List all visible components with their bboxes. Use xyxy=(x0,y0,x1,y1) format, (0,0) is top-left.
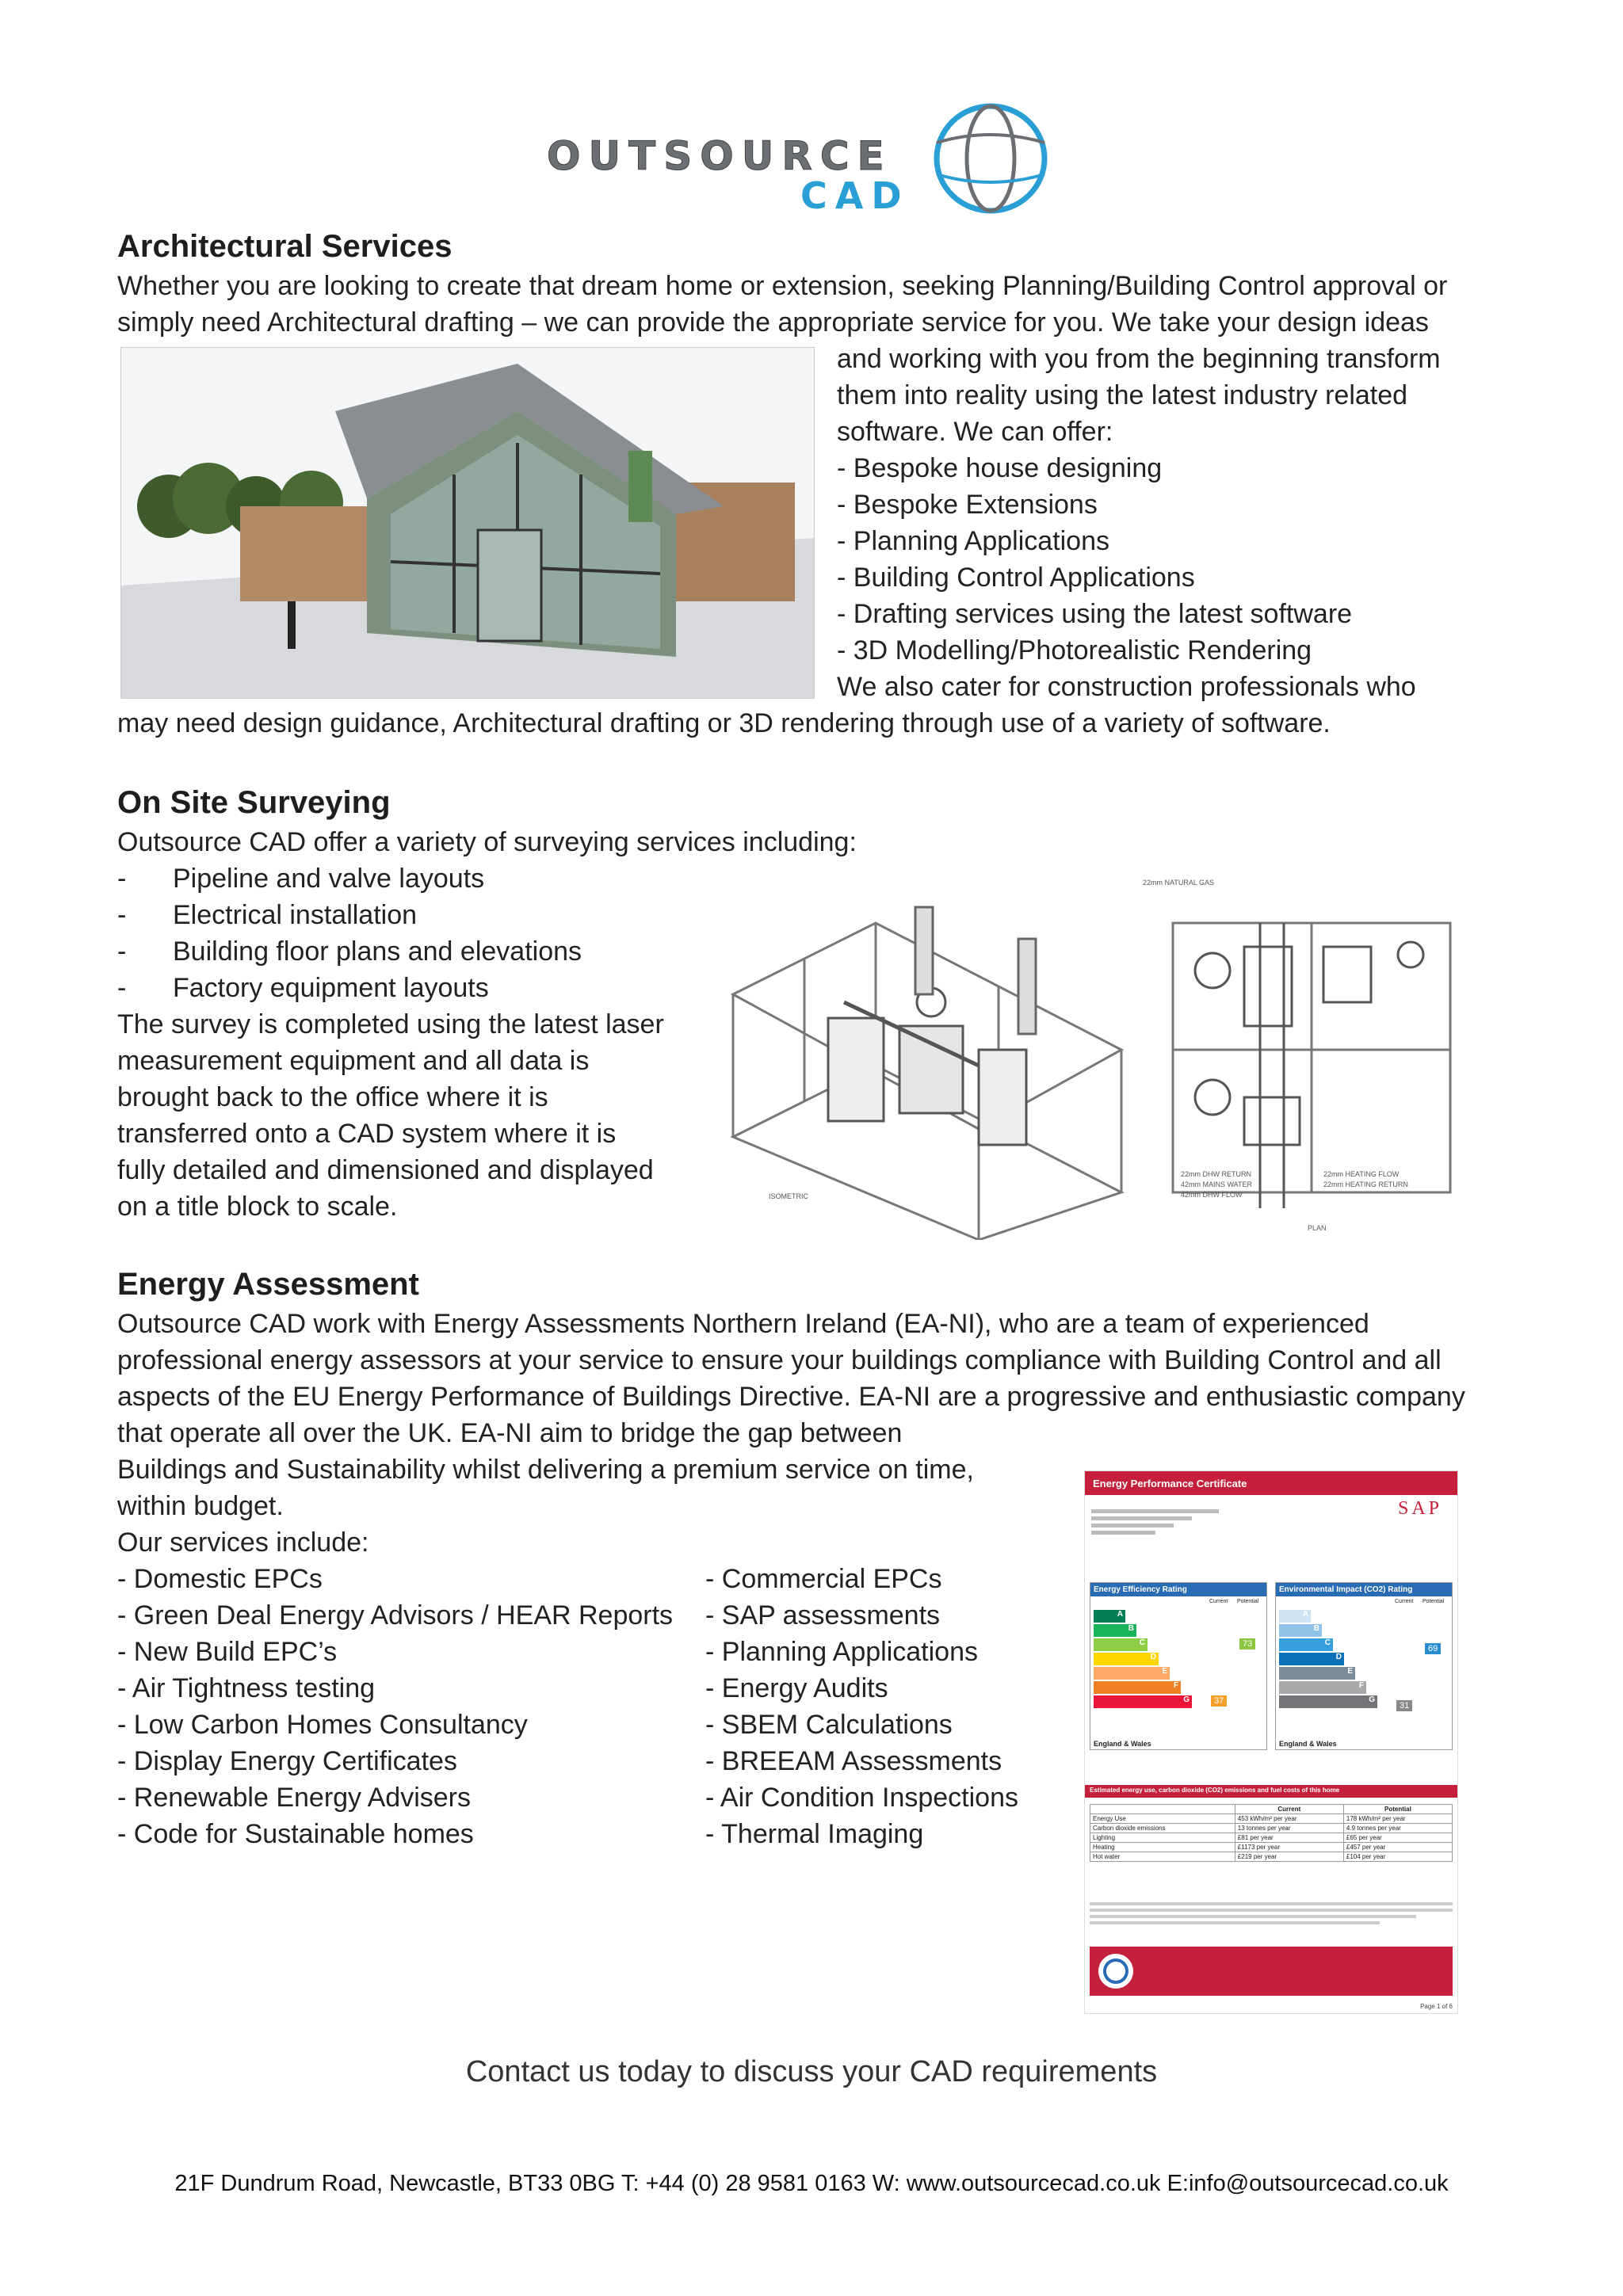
plan-note-mains-water: 42mm MAINS WATER xyxy=(1181,1180,1253,1188)
epc-cost-cell: £219 per year xyxy=(1235,1852,1343,1862)
epc-cost-cell: Carbon dioxide emissions xyxy=(1090,1824,1235,1833)
survey-dash-2: - xyxy=(117,900,127,930)
survey-dash-4: - xyxy=(117,973,127,1003)
service-left-1: - Domestic EPCs xyxy=(117,1564,323,1594)
survey-item-4: Factory equipment layouts xyxy=(173,973,489,1003)
epc-notes-block xyxy=(1090,1899,1453,1928)
service-left-4: - Air Tightness testing xyxy=(117,1673,376,1703)
epc-eff-current-value: 37 xyxy=(1211,1695,1227,1707)
survey-item-2: Electrical installation xyxy=(173,900,418,930)
logo xyxy=(547,95,1070,222)
epc-cost-cell: Heating xyxy=(1090,1843,1235,1852)
epc-env-band-d: D xyxy=(1279,1653,1344,1665)
epc-env-band-e: E xyxy=(1279,1667,1355,1680)
epc-eff-band-b: B xyxy=(1094,1624,1136,1637)
energy-line-7: Our services include: xyxy=(117,1527,369,1558)
epc-certificate-image xyxy=(1084,1470,1458,2014)
survey-dash-1: - xyxy=(117,864,127,894)
epc-eff-band-e: E xyxy=(1094,1667,1170,1680)
logo-text-cad: CAD xyxy=(800,174,910,217)
epc-env-bands xyxy=(1279,1610,1377,1710)
epc-env-title: Environmental Impact (CO2) Rating xyxy=(1276,1583,1452,1596)
epc-env-band-a: A xyxy=(1279,1610,1311,1623)
plan-note-dhw-return: 22mm DHW RETURN xyxy=(1181,1170,1251,1178)
epc-env-band-g: G xyxy=(1279,1695,1377,1708)
plan-note-gas: 22mm NATURAL GAS xyxy=(1143,879,1215,887)
epc-eff-band-g: G xyxy=(1094,1695,1192,1708)
energy-line-4: that operate all over the UK. EA-NI aim to bridge the gap between xyxy=(117,1418,903,1448)
plan-label: PLAN xyxy=(1308,1224,1327,1232)
epc-env-band-b: B xyxy=(1279,1624,1322,1637)
survey-body-2: measurement equipment and all data is xyxy=(117,1046,590,1076)
epc-cost-cell: £65 per year xyxy=(1343,1833,1452,1843)
energy-line-3: aspects of the EU Energy Performance of Buildings Directive. EA-NI are a progressive and enthusiastic company xyxy=(117,1382,1465,1412)
epc-env-region: England & Wales xyxy=(1279,1740,1337,1748)
service-right-1: - Commercial EPCs xyxy=(705,1564,942,1594)
service-left-6: - Display Energy Certificates xyxy=(117,1746,457,1776)
epc-table-current-header: Current xyxy=(1235,1805,1343,1814)
arch-line-5: software. We can offer: xyxy=(837,417,1113,447)
service-right-3: - Planning Applications xyxy=(705,1637,979,1667)
footer-contact-details: 21F Dundrum Road, Newcastle, BT33 0BG T: +44 (0) 28 9581 0163 W: www.outsourcecad.co.uk E:info@outsourcecad.co.uk xyxy=(174,2171,1449,2196)
heading-architectural-services: Architectural Services xyxy=(117,229,453,264)
energy-saving-recommended-icon xyxy=(1096,1951,1136,1991)
epc-efficiency-panel xyxy=(1090,1582,1267,1750)
arch-line-1: Whether you are looking to create that dream home or extension, seeking Planning/Building Control approval or xyxy=(117,271,1448,301)
service-right-8: - Thermal Imaging xyxy=(705,1819,924,1849)
epc-cost-cell: 453 kWh/m² per year xyxy=(1235,1814,1343,1824)
epc-eff-potential-value: 73 xyxy=(1239,1638,1255,1650)
service-left-7: - Renewable Energy Advisers xyxy=(117,1783,472,1813)
service-right-6: - BREEAM Assessments xyxy=(705,1746,1002,1776)
arch-offer-1: - Bespoke house designing xyxy=(837,453,1163,483)
epc-title: Energy Performance Certificate xyxy=(1093,1478,1247,1489)
energy-line-2: professional energy assessors at your service to ensure your buildings compliance with Building Control and all xyxy=(117,1345,1442,1375)
epc-env-col-potential: Potential xyxy=(1423,1599,1445,1604)
epc-cost-row xyxy=(1090,1843,1453,1852)
epc-eff-band-d: D xyxy=(1094,1653,1159,1665)
plan-note-heating-flow: 22mm HEATING FLOW xyxy=(1323,1170,1400,1178)
arch-line-7: may need design guidance, Architectural drafting or 3D rendering through use of a variety of software. xyxy=(117,708,1331,738)
sap-logo: SAP xyxy=(1398,1498,1443,1519)
building-render-image xyxy=(120,347,815,699)
epc-cost-cell: Hot water xyxy=(1090,1852,1235,1862)
epc-eff-band-a: A xyxy=(1094,1610,1125,1623)
epc-env-band-f: F xyxy=(1279,1681,1366,1694)
survey-body-1: The survey is completed using the latest laser xyxy=(117,1009,664,1039)
logo-text-outsource: OUTSOURCE xyxy=(547,133,892,179)
energy-line-6: within budget. xyxy=(117,1491,284,1521)
service-left-3: - New Build EPC’s xyxy=(117,1637,338,1667)
survey-intro: Outsource CAD offer a variety of surveying services including: xyxy=(117,827,857,857)
arch-offer-2: - Bespoke Extensions xyxy=(837,490,1098,520)
survey-body-6: on a title block to scale. xyxy=(117,1192,398,1222)
survey-dash-3: - xyxy=(117,936,127,967)
service-right-2: - SAP assessments xyxy=(705,1600,941,1630)
epc-cost-cell: 4.9 tonnes per year xyxy=(1343,1824,1452,1833)
epc-eff-col-current: Current xyxy=(1209,1599,1228,1604)
epc-cost-cell: £457 per year xyxy=(1343,1843,1452,1852)
globe-icon xyxy=(919,95,1054,222)
service-left-2: - Green Deal Energy Advisors / HEAR Reports xyxy=(117,1600,674,1630)
epc-env-col-current: Current xyxy=(1395,1599,1414,1604)
epc-env-band-c: C xyxy=(1279,1638,1333,1651)
plan-note-dhw-flow: 42mm DHW FLOW xyxy=(1181,1191,1243,1199)
service-left-5: - Low Carbon Homes Consultancy xyxy=(117,1710,528,1740)
epc-cost-cell: 178 kWh/m² per year xyxy=(1343,1814,1452,1824)
arch-offer-3: - Planning Applications xyxy=(837,526,1110,556)
isometric-label: ISOMETRIC xyxy=(769,1192,809,1200)
survey-body-4: transferred onto a CAD system where it is xyxy=(117,1119,617,1149)
arch-line-3: and working with you from the beginning transform xyxy=(837,344,1441,374)
epc-cost-cell: £104 per year xyxy=(1343,1852,1452,1862)
energy-line-5: Buildings and Sustainability whilst delivering a premium service on time, xyxy=(117,1455,974,1485)
plan-drawing-image xyxy=(1133,875,1466,1248)
epc-eff-band-f: F xyxy=(1094,1681,1181,1694)
contact-call-to-action: Contact us today to discuss your CAD requirements xyxy=(465,2055,1158,2088)
survey-body-5: fully detailed and dimensioned and displayed xyxy=(117,1155,654,1185)
epc-env-current-value: 31 xyxy=(1396,1700,1412,1711)
survey-item-3: Building floor plans and elevations xyxy=(173,936,582,967)
epc-address-block xyxy=(1091,1506,1274,1546)
epc-eff-col-potential: Potential xyxy=(1237,1599,1259,1604)
epc-eff-bands xyxy=(1094,1610,1192,1710)
epc-cost-cell: £1173 per year xyxy=(1235,1843,1343,1852)
epc-estimate-title: Estimated energy use, carbon dioxide (CO2) emissions and fuel costs of this home xyxy=(1090,1787,1340,1794)
epc-cost-row xyxy=(1090,1852,1453,1862)
survey-item-1: Pipeline and valve layouts xyxy=(173,864,485,894)
epc-cost-cell: Lighting xyxy=(1090,1833,1235,1843)
service-right-4: - Energy Audits xyxy=(705,1673,888,1703)
epc-cost-table xyxy=(1090,1804,1453,1862)
epc-cost-row xyxy=(1090,1833,1453,1843)
arch-line-4: them into reality using the latest industry related xyxy=(837,380,1408,410)
plan-note-heating-return: 22mm HEATING RETURN xyxy=(1323,1180,1408,1188)
epc-env-potential-value: 69 xyxy=(1425,1643,1441,1654)
epc-cost-cell: Energy Use xyxy=(1090,1814,1235,1824)
service-right-5: - SBEM Calculations xyxy=(705,1710,953,1740)
epc-cost-cell: 13 tonnes per year xyxy=(1235,1824,1343,1833)
arch-line-6: We also cater for construction professionals who xyxy=(837,672,1416,702)
epc-eff-band-c: C xyxy=(1094,1638,1148,1651)
epc-page-number: Page 1 of 6 xyxy=(1420,2003,1453,2010)
arch-offer-4: - Building Control Applications xyxy=(837,563,1195,593)
arch-line-2: simply need Architectural drafting – we can provide the appropriate service for you. We take your design ideas xyxy=(117,307,1429,338)
heading-on-site-surveying: On Site Surveying xyxy=(117,785,391,820)
epc-cost-row xyxy=(1090,1824,1453,1833)
arch-offer-5: - Drafting services using the latest software xyxy=(837,599,1353,629)
epc-eff-region: England & Wales xyxy=(1094,1740,1151,1748)
survey-body-3: brought back to the office where it is xyxy=(117,1082,548,1112)
isometric-drawing-image xyxy=(717,875,1141,1240)
energy-line-1: Outsource CAD work with Energy Assessments Northern Ireland (EA-NI), who are a team of experienced xyxy=(117,1309,1369,1339)
epc-environmental-panel xyxy=(1275,1582,1453,1750)
heading-energy-assessment: Energy Assessment xyxy=(117,1267,419,1302)
epc-cost-row xyxy=(1090,1814,1453,1824)
epc-cost-cell: £81 per year xyxy=(1235,1833,1343,1843)
epc-eff-title: Energy Efficiency Rating xyxy=(1090,1583,1266,1596)
service-left-8: - Code for Sustainable homes xyxy=(117,1819,474,1849)
arch-offer-6: - 3D Modelling/Photorealistic Rendering xyxy=(837,635,1312,666)
epc-table-potential-header: Potential xyxy=(1343,1805,1452,1814)
service-right-7: - Air Condition Inspections xyxy=(705,1783,1018,1813)
epc-recommended-box xyxy=(1090,1947,1453,1996)
